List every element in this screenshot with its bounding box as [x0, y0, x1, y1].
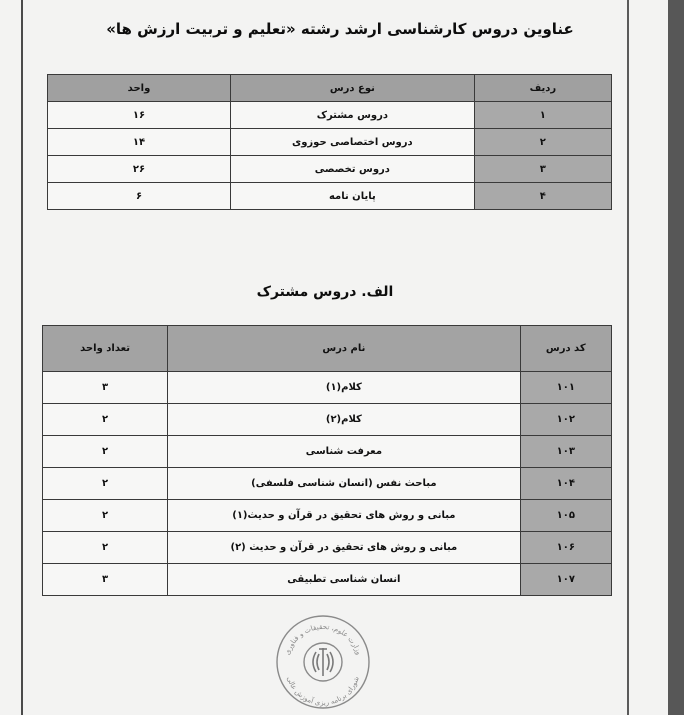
table-row — [43, 564, 612, 596]
course-code: ۱۰۷ — [520, 564, 611, 596]
ministry-seal-stamp — [274, 612, 372, 710]
courses-table — [42, 325, 612, 596]
row-index: ۱ — [474, 102, 611, 129]
course-code: ۱۰۱ — [520, 372, 611, 404]
course-units: ۲ — [43, 404, 168, 436]
course-code: ۱۰۴ — [520, 468, 611, 500]
viewer-scroll-gutter[interactable] — [668, 0, 684, 715]
row-course-type: دروس تخصصی — [230, 156, 474, 183]
row-units: ۱۶ — [48, 102, 231, 129]
table-row — [43, 532, 612, 564]
course-name: مبانی و روش های تحقیق در قرآن و حدیث (۲) — [168, 532, 520, 564]
course-name: کلام(۲) — [168, 404, 520, 436]
table-row — [43, 468, 612, 500]
course-name: انسان شناسی تطبیقی — [168, 564, 520, 596]
course-units: ۲ — [43, 436, 168, 468]
header-unit-count: تعداد واحد — [43, 326, 168, 372]
table-row — [48, 183, 612, 210]
course-code: ۱۰۶ — [520, 532, 611, 564]
table-row — [48, 102, 612, 129]
course-units: ۲ — [43, 532, 168, 564]
row-index: ۴ — [474, 183, 611, 210]
row-course-type: دروس اختصاصی حوزوی — [230, 129, 474, 156]
seal-text-top: وزارت علوم، تحقیقات و فناوری — [283, 622, 363, 656]
table-row — [43, 404, 612, 436]
row-course-type: پایان نامه — [230, 183, 474, 210]
course-code: ۱۰۵ — [520, 500, 611, 532]
page-border-left — [21, 0, 23, 715]
course-units: ۳ — [43, 372, 168, 404]
page-border-right — [627, 0, 629, 715]
course-name: مبانی و روش های تحقیق در قرآن و حدیث(۱) — [168, 500, 520, 532]
section-title: الف. دروس مشترک — [256, 284, 394, 300]
summary-table — [47, 74, 612, 210]
table-row — [43, 436, 612, 468]
row-units: ۶ — [48, 183, 231, 210]
courses-table-header — [43, 326, 612, 372]
header-index: ردیف — [474, 75, 611, 102]
course-name: مباحث نفس (انسان شناسی فلسفی) — [168, 468, 520, 500]
course-units: ۲ — [43, 468, 168, 500]
row-index: ۳ — [474, 156, 611, 183]
header-units: واحد — [48, 75, 231, 102]
header-course-type: نوع درس — [230, 75, 474, 102]
course-units: ۳ — [43, 564, 168, 596]
iran-emblem-icon — [313, 648, 333, 676]
seal-text-bottom: شورای برنامه ریزی آموزش عالی — [285, 675, 361, 708]
table-row — [43, 372, 612, 404]
summary-table-header — [48, 75, 612, 102]
row-index: ۲ — [474, 129, 611, 156]
table-row — [48, 156, 612, 183]
row-units: ۲۶ — [48, 156, 231, 183]
document-title: عناوین دروس کارشناسی ارشد رشته «تعلیم و تربیت ارزش ها» — [106, 20, 574, 38]
course-units: ۲ — [43, 500, 168, 532]
course-code: ۱۰۲ — [520, 404, 611, 436]
course-name: معرفت شناسی — [168, 436, 520, 468]
course-code: ۱۰۳ — [520, 436, 611, 468]
table-row — [48, 129, 612, 156]
row-units: ۱۴ — [48, 129, 231, 156]
header-course-code: کد درس — [520, 326, 611, 372]
course-name: کلام(۱) — [168, 372, 520, 404]
table-row — [43, 500, 612, 532]
header-course-name: نام درس — [168, 326, 520, 372]
row-course-type: دروس مشترک — [230, 102, 474, 129]
